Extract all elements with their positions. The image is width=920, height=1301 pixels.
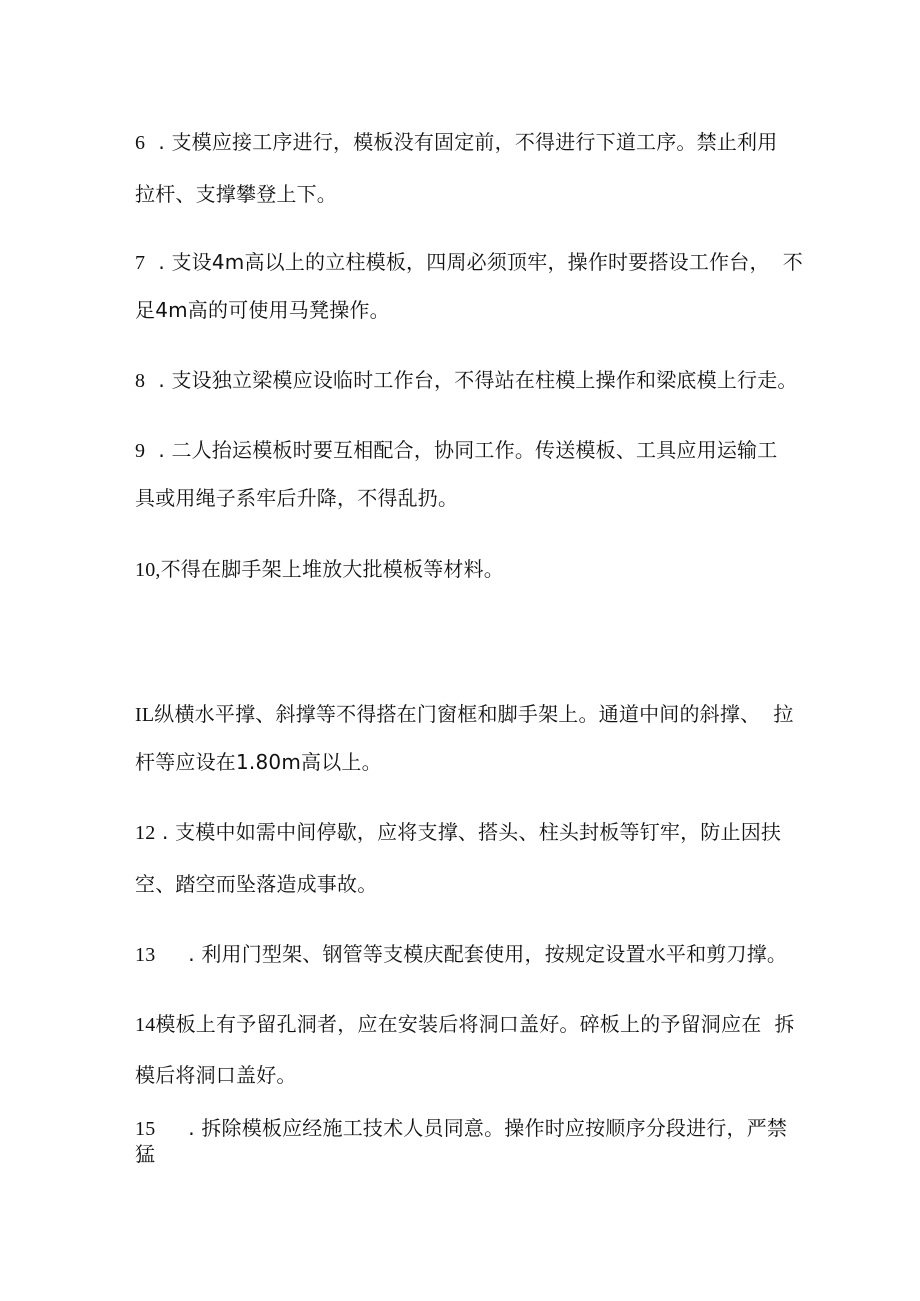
item-9-line-2 — [135, 484, 458, 512]
item-text: 不得在脚手架上堆放大批模板等材料。 — [160, 557, 505, 581]
item-7-line-2 — [135, 296, 390, 324]
item-separator: . — [145, 250, 172, 274]
item-9-line-1 — [135, 436, 777, 465]
item-number: IL — [135, 704, 155, 726]
item-text: 空、踏空而坠落造成事故。 — [135, 872, 378, 896]
item-12-line-2 — [135, 870, 377, 898]
item-number: 12 — [135, 822, 156, 844]
item-text: 拉杆、支撑攀登上下。 — [135, 182, 337, 206]
item-separator: . — [145, 130, 172, 154]
item-separator: . — [145, 438, 172, 462]
item-13-line-1 — [135, 940, 787, 969]
item-text: 纵横水平撑、斜撑等不得搭在门窗框和脚手架上。通道中间的斜撑、 拉 — [154, 702, 794, 726]
item-text: 模后将洞口盖好。 — [135, 1063, 297, 1087]
item-number: 14 — [135, 1014, 156, 1036]
item-number: 9 — [135, 440, 146, 462]
item-text: 支模中如需中间停歇，应将支撑、搭头、柱头封板等钉牢，防止因扶 — [175, 820, 782, 844]
item-number: 10, — [135, 559, 161, 581]
item-separator: . — [155, 1116, 202, 1140]
item-separator: . — [155, 820, 176, 844]
item-6-line-1 — [135, 128, 777, 157]
item-number: 6 — [135, 132, 146, 154]
item-text: 具或用绳子系牢后升降，不得乱扔。 — [135, 486, 459, 510]
item-text: 支模应接工序进行，模板没有固定前，不得进行下道工序。禁止利用 — [171, 130, 778, 154]
item-number: 13 — [135, 944, 156, 966]
item-11-line-1 — [135, 700, 794, 729]
item-text: 利用门型架、钢管等支模庆配套使用，按规定设置水平和剪刀撑。 — [201, 942, 788, 966]
item-10-line-1 — [135, 555, 504, 584]
item-text: 拆除模板应经施工技术人员同意。操作时应按顺序分段进行，严禁 — [201, 1116, 788, 1140]
item-separator: . — [155, 942, 202, 966]
item-8-line-1 — [135, 366, 798, 395]
item-14-line-1 — [135, 1010, 795, 1039]
item-15-line-2 — [135, 1140, 155, 1168]
item-text: 支设独立梁模应设临时工作台，不得站在柱模上操作和梁底模上行走。 — [171, 368, 798, 392]
item-text: 足4m高的可使用马凳操作。 — [135, 298, 390, 322]
item-text: 二人抬运模板时要互相配合，协同工作。传送模板、工具应用运输工 — [171, 438, 778, 462]
item-text: 模板上有予留孔洞者，应在安装后将洞口盖好。碎板上的予留洞应在 拆 — [155, 1012, 795, 1036]
item-7-line-1 — [135, 248, 803, 277]
item-text: 杆等应设在1.80m高以上。 — [135, 750, 382, 774]
item-number: 15 — [135, 1118, 156, 1140]
item-number: 7 — [135, 252, 146, 274]
item-separator: . — [145, 368, 172, 392]
item-number: 8 — [135, 370, 146, 392]
item-14-line-2 — [135, 1061, 297, 1089]
item-text: 猛 — [135, 1142, 156, 1166]
item-15-line-1 — [135, 1114, 787, 1143]
item-text: 支设4m高以上的立柱模板，四周必须顶牢，操作时要搭设工作台， 不 — [171, 250, 803, 274]
item-11-line-2 — [135, 748, 382, 776]
item-6-line-2 — [135, 180, 337, 208]
item-12-line-1 — [135, 818, 781, 847]
